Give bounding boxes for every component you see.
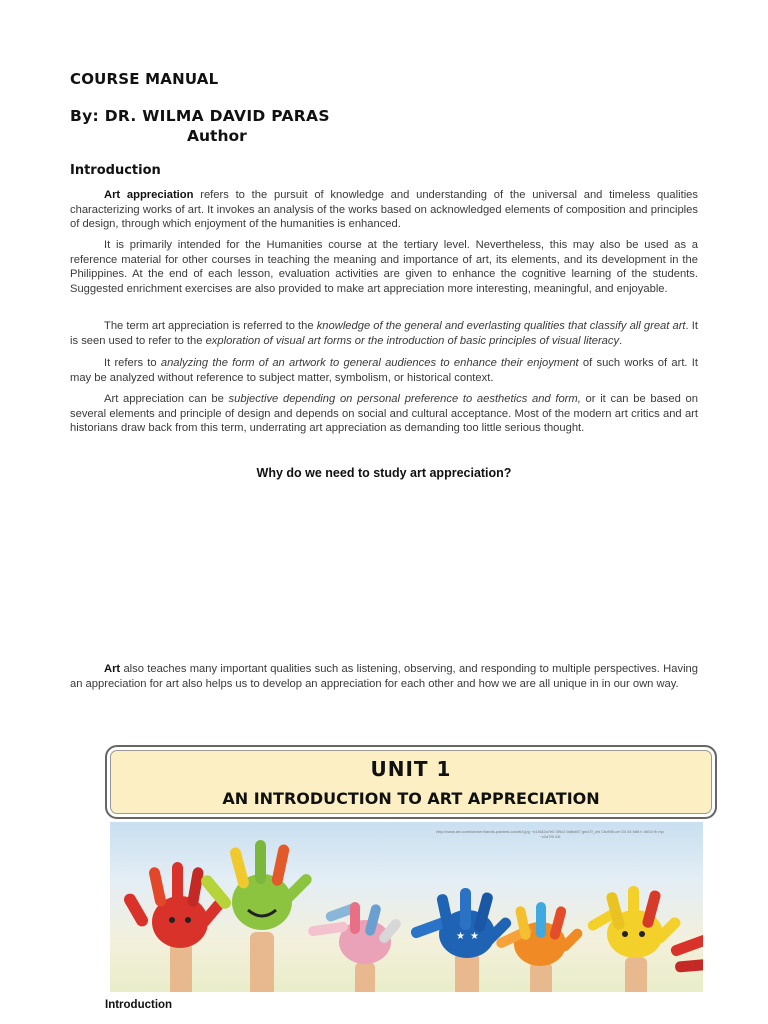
emphasis-text: subjective depending on personal preference to aesthetics and form,	[228, 393, 581, 405]
yellow-hand	[586, 886, 683, 958]
emphasis-text: exploration of visual art forms or the introduction of basic principles of visual literacy	[205, 334, 620, 347]
course-title: COURSE MANUAL	[70, 70, 219, 88]
author-role: Author	[187, 127, 247, 145]
paragraph-analysis	[70, 356, 698, 385]
paragraph-text: or it can be based on several elements and principle of design and depends on social and cultural acceptance. Most of the modern art critics and art historians draw back from this term, underrating art appreciation as demanding too little serious thought.	[70, 393, 698, 435]
paragraph-term	[70, 319, 698, 348]
author-line: By: DR. WILMA DAVID PARAS	[70, 107, 330, 125]
paragraph-text: It refers to	[104, 357, 161, 369]
term-art: Art	[104, 663, 121, 675]
question-heading: Why do we need to study art appreciation?	[256, 466, 512, 480]
paragraph-text: of such works of art. It may be analyzed without reference to subject matter, symbolism, or historical context.	[70, 357, 698, 384]
paragraph-text: It is primarily intended for the Humanities course at the tertiary level. Nevertheless, this may also be used as a reference material for other courses in teaching the meaning and importance of art, its elements, and its development in the Philippines. At the end of each lesson, evaluation activities are given to enhance the cognitive learning of the students. Suggested enrichment exercises are also provided to make art appreciation more interesting, meaningful, and enjoyable.	[70, 239, 698, 295]
svg-text:★: ★	[470, 931, 479, 942]
image-caption: http://www.art.com/banner/hands-painted-colorful.jpg ~b1f4d2a7e0 3f9c2 fa8bd87 gw47f_wh Cbd96t.cm 04 34 b88 h 4b04 fh mp ~c2a7f9 41t	[436, 829, 664, 839]
emphasis-text: knowledge of the general and everlasting qualities that classify all great art	[316, 320, 686, 332]
paragraph-definition	[70, 188, 698, 232]
term-art-appreciation: Art appreciation	[104, 189, 194, 201]
unit-label: UNIT 1	[370, 757, 452, 781]
red-hand	[122, 862, 226, 948]
section-heading-introduction: Introduction	[70, 163, 161, 178]
paragraph-text: also teaches many important qualities such as listening, observing, and responding to multiple perspectives. Having an appreciation for art also helps us to develop an appreciation for each other and how we are all unique in in our own way.	[70, 663, 698, 690]
paragraph-qualities	[70, 662, 698, 691]
paragraph-text: Art appreciation can be	[104, 393, 229, 405]
paragraph-subjective	[70, 392, 698, 436]
emphasis-text: analyzing the form of an artwork to general audiences to enhance their enjoyment	[160, 357, 579, 369]
blue-hand	[409, 888, 513, 958]
unit-banner	[105, 745, 717, 819]
painted-hands-image	[110, 822, 703, 992]
paragraph-text: The term art appreciation is referred to the	[104, 320, 317, 332]
orange-hand	[495, 902, 585, 966]
paragraph-text: refers to the pursuit of knowledge and understanding of the universal and timeless qualities characterizing works of art. It invokes an analysis of the works based on acknowledged elements of composition and principles of design, through which enjoyment of the humanities is enhanced.	[70, 189, 698, 231]
paragraph-text: . It is seen used to refer to the	[70, 320, 698, 347]
svg-text:★: ★	[456, 931, 465, 942]
paragraph-purpose	[70, 238, 698, 296]
paragraph-text: .	[619, 334, 623, 347]
red-hand-edge	[669, 933, 703, 972]
hands-illustration	[110, 822, 703, 992]
section-heading-introduction-2: Introduction	[105, 999, 173, 1011]
unit-subtitle: AN INTRODUCTION TO ART APPRECIATION	[222, 789, 600, 808]
multicolor-hand	[307, 901, 402, 964]
